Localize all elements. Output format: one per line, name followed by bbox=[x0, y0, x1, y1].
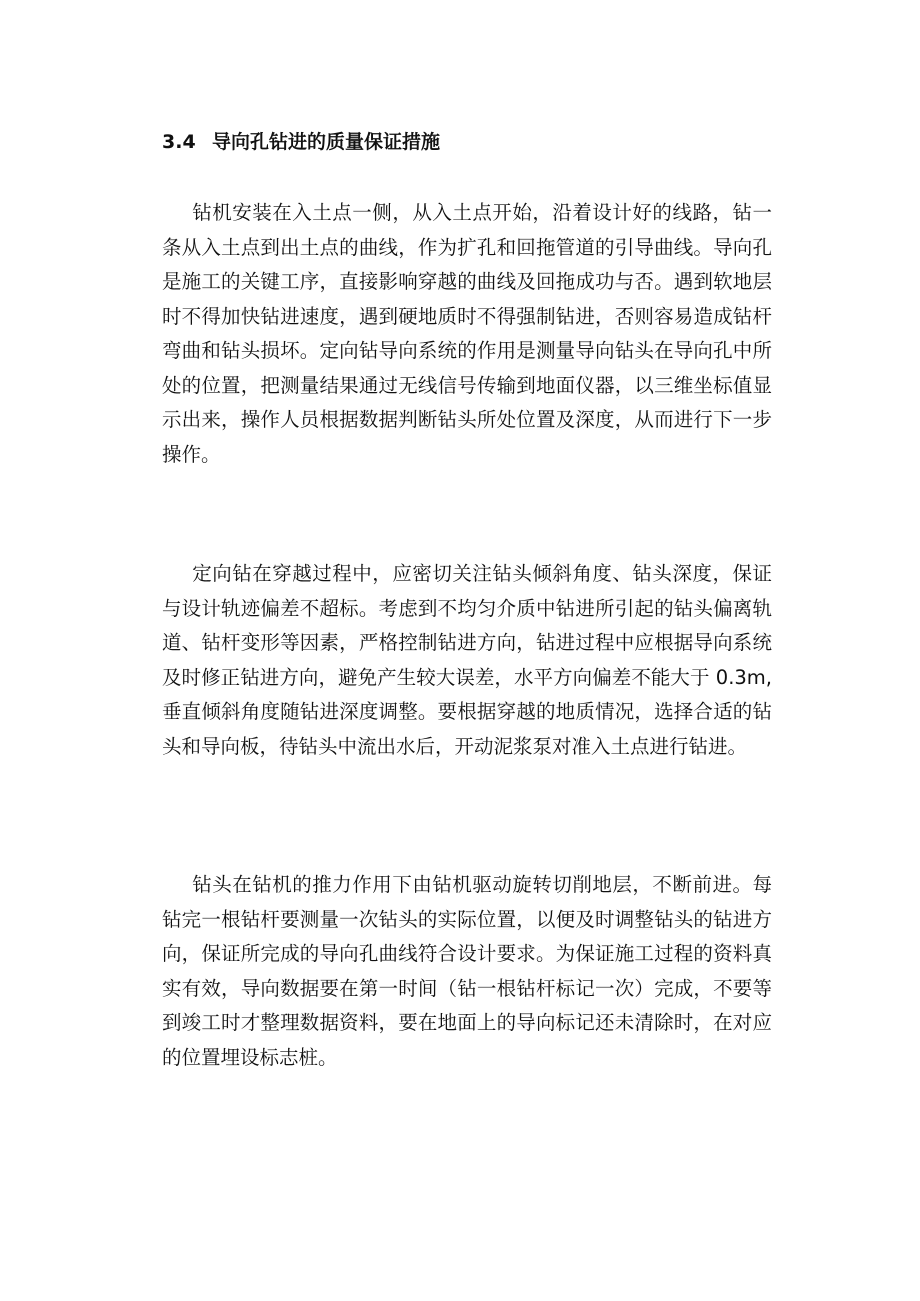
section-title: 导向孔钻进的质量保证措施 bbox=[212, 131, 441, 153]
section-number: 3.4 bbox=[162, 131, 196, 153]
paragraph-drill-installation: 钻机安装在入土点一侧，从入土点开始，沿着设计好的线路，钻一条从入土点到出土点的曲线，作为扩孔和回拖管道的引导曲线。导向孔是施工的关键工序，直接影响穿越的曲线及回拖成功与否。遇到软地层时不得加快钻进速度，遇到硬地质时不得强制钻进，否则容易造成钻杆弯曲和钻头损坏。定向钻导向系统的作用是测量导向钻头在导向孔中所处的位置，把测量结果通过无线信号传输到地面仪器，以三维坐标值显示出来，操作人员根据数据判断钻头所处位置及深度，从而进行下一步操作。 bbox=[162, 201, 772, 466]
paragraph-direction-control: 定向钻在穿越过程中，应密切关注钻头倾斜角度、钻头深度，保证与设计轨迹偏差不超标。考虑到不均匀介质中钻进所引起的钻头偏离轨道、钻杆变形等因素，严格控制钻进方向，钻进过程中应根据导向系统及时修正钻进方向，避免产生较大误差，水平方向偏差不能大于 0.3m,垂直倾斜角度随钻进深度调整。要根据穿越的地质情况，选择合适的钻头和导向板，待钻头中流出水后，开动泥浆泵对准入土点进行钻进。 bbox=[162, 562, 772, 758]
section-heading bbox=[162, 128, 440, 156]
paragraph-data-recording: 钻头在钻机的推力作用下由钻机驱动旋转切削地层，不断前进。每钻完一根钻杆要测量一次钻头的实际位置，以便及时调整钻头的钻进方向，保证所完成的导向孔曲线符合设计要求。为保证施工过程的资料真实有效，导向数据要在第一时间（钻一根钻杆标记一次）完成，不要等到竣工时才整理数据资料，要在地面上的导向标记还未清除时，在对应的位置埋设标志桩。 bbox=[162, 873, 772, 1069]
